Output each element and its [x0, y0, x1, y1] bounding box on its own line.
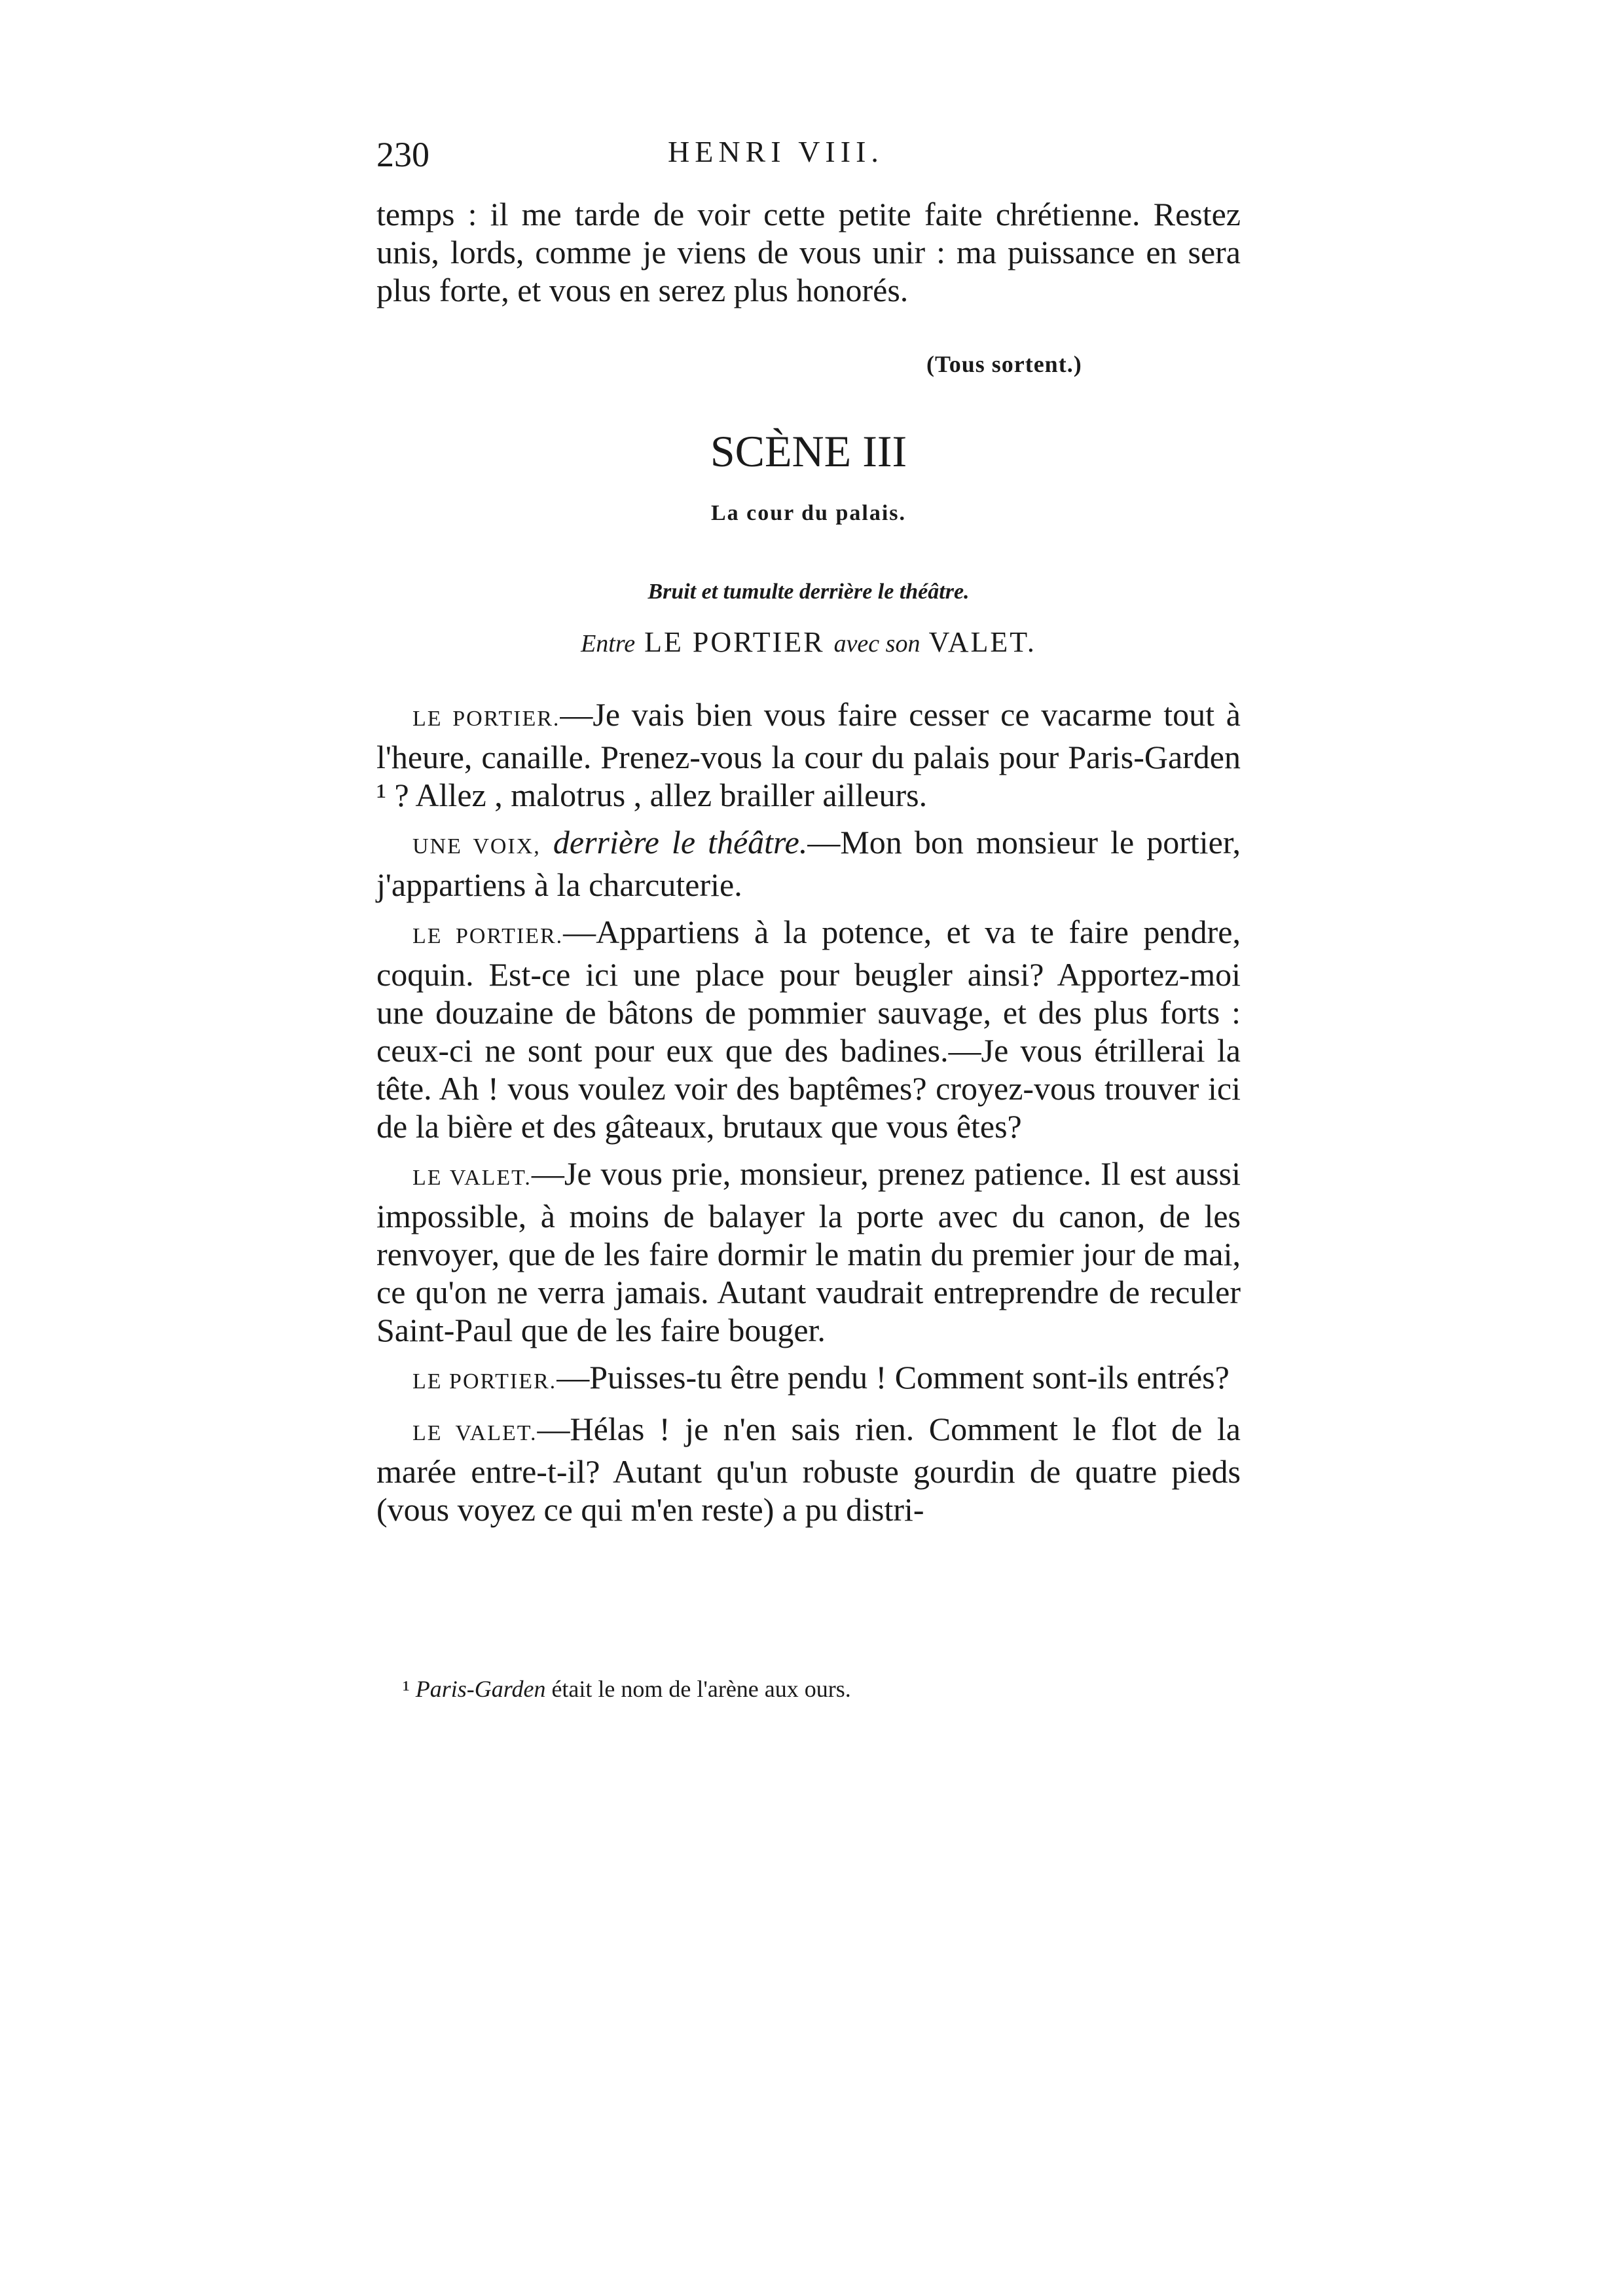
- running-title: HENRI VIII.: [668, 135, 884, 168]
- entrance-connector: avec son: [833, 630, 921, 657]
- speech-text: —Hélas ! je n'en sais rien. Comment le flot de la marée entre-t-il? Autant qu'un robuste gourdin de quatre pieds (vous voyez ce qui m'en reste) a pu distri-: [376, 1411, 1241, 1528]
- speaker-direction: derrière le théâtre.: [553, 824, 808, 861]
- speech-voice: [376, 823, 1241, 904]
- speaker-name: LE PORTIER.: [412, 707, 560, 731]
- speech-text: —Appartiens à la potence, et va te faire pendre, coquin. Est-ce ici une place pour beugler ainsi? Apportez-moi une douzaine de bâtons de pommier sauvage, et des plus forts : ceux-ci ne sont pour eux que des badines.—Je vous étrillerai la tête. Ah ! vous voulez voir des baptêmes? croyez-vous trouver ici de la bière et des gâteaux, brutaux que vous êtes?: [376, 914, 1241, 1145]
- speaker-name: LE PORTIER.: [412, 1369, 557, 1394]
- speaker-name: LE VALET.: [412, 1166, 532, 1190]
- speaker-name: LE PORTIER.: [412, 924, 564, 948]
- speech-porter-3: [376, 1358, 1241, 1401]
- scene-title: SCÈNE III: [710, 426, 907, 476]
- speech-text: —Puisses-tu être pendu ! Comment sont-ils entrés?: [556, 1359, 1230, 1396]
- speaker-name: LE VALET.: [412, 1421, 538, 1445]
- speech-text: —Je vais bien vous faire cesser ce vacarme tout à l'heure, canaille. Prenez-vous la cour du palais pour Paris-Garden ¹ ? Allez , malotrus , allez brailler ailleurs.: [376, 696, 1241, 813]
- dialogue: [376, 695, 1241, 1538]
- scene-place: La cour du palais.: [710, 501, 906, 525]
- speech-porter-2: [376, 913, 1241, 1145]
- scene-noise-direction: Bruit et tumulte derrière le théâtre.: [647, 580, 970, 604]
- speech-valet-2: [376, 1410, 1241, 1528]
- footnote-term: Paris-Garden: [415, 1676, 546, 1702]
- opening-paragraph: temps : il me tarde de voir cette petite faite chrétienne. Restez unis, lords, comme je viens de vous unir : ma puissance en sera plus forte, et vous en serez plus honorés.: [376, 196, 1241, 308]
- entrance-character-valet: VALET.: [928, 626, 1036, 658]
- entrance-direction: [376, 625, 1241, 659]
- speaker-name: UNE VOIX,: [412, 834, 541, 859]
- exit-stage-direction: (Tous sortent.): [926, 351, 1082, 377]
- page-header: [376, 134, 1241, 180]
- footnote-text: était le nom de l'arène aux ours.: [551, 1676, 851, 1702]
- page-number: 230: [376, 135, 429, 174]
- speech-text: —Je vous prie, monsieur, prenez patience. Il est aussi impossible, à moins de balayer la porte avec du canon, de les renvoyer, que de les faire dormir le matin du premier jour de mai, ce qu'on ne verra jamais. Autant vaudrait entreprendre de reculer Saint-Paul que de les faire bouger.: [376, 1155, 1241, 1348]
- footnote: [403, 1675, 1241, 1703]
- speech-porter-1: [376, 695, 1241, 814]
- speech-text: —Mon bon monsieur le portier, j'appartiens à la charcuterie.: [376, 824, 1241, 903]
- speech-valet-1: [376, 1155, 1241, 1349]
- footnote-marker: ¹: [403, 1676, 410, 1702]
- entrance-character-porter: LE PORTIER: [644, 626, 825, 658]
- entrance-prefix: Entre: [581, 630, 636, 657]
